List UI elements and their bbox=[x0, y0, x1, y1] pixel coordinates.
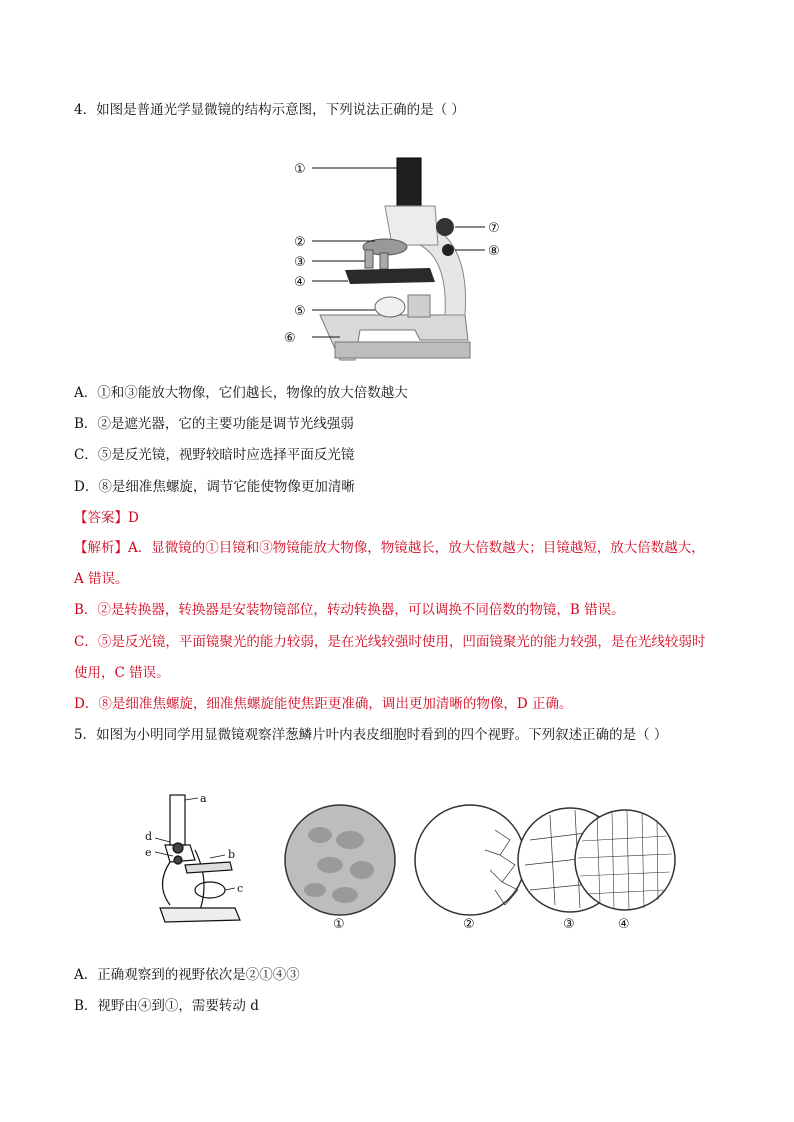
q4-analysis-4: C．⑤是反光镜，平面镜聚光的能力较弱，是在光线较强时使用，凹面镜聚光的能力较强，是在光线较弱时 bbox=[74, 634, 706, 650]
label-5: ⑤ bbox=[294, 304, 306, 319]
view-label-2: ② bbox=[463, 917, 475, 930]
scope-label-d: d bbox=[145, 830, 153, 843]
scope-label-e: e bbox=[145, 846, 152, 859]
scope-label-c: c bbox=[237, 882, 244, 895]
q4-analysis-6: D．⑧是细准焦螺旋，细准焦螺旋能使焦距更准确，调出更加清晰的物像，D 正确。 bbox=[74, 696, 573, 712]
q4-option-b: B．②是遮光器，它的主要功能是调节光线强弱 bbox=[74, 416, 354, 432]
label-3: ③ bbox=[294, 255, 306, 270]
label-1: ① bbox=[294, 162, 306, 177]
microscope-diagram bbox=[280, 150, 520, 365]
q5-option-b: B．视野由④到①，需要转动 d bbox=[74, 998, 259, 1014]
q4-option-c: C．⑤是反光镜，视野较暗时应选择平面反光镜 bbox=[74, 447, 355, 463]
question-4-text: 4．如图是普通光学显微镜的结构示意图，下列说法正确的是（ ） bbox=[74, 102, 465, 118]
view-label-3: ③ bbox=[563, 917, 575, 930]
q4-analysis-3: B．②是转换器，转换器是安装物镜部位，转动转换器，可以调换不同倍数的物镜，B 错误。 bbox=[74, 602, 625, 618]
scope-label-b: b bbox=[228, 848, 236, 861]
label-4: ④ bbox=[294, 275, 306, 290]
scope-label-a: a bbox=[200, 792, 207, 805]
view-label-4: ④ bbox=[618, 917, 630, 931]
q5-option-a: A．正确观察到的视野依次是②①④③ bbox=[74, 967, 300, 983]
q4-option-a: A．①和③能放大物像，它们越长，物像的放大倍数越大 bbox=[74, 385, 408, 401]
q4-answer: 【答案】D bbox=[74, 510, 139, 526]
label-8: ⑧ bbox=[488, 244, 500, 259]
view-label-1: ① bbox=[333, 917, 345, 930]
q4-analysis-2: A 错误。 bbox=[74, 571, 129, 587]
view-4-figure bbox=[572, 806, 682, 931]
label-2: ② bbox=[294, 235, 306, 250]
q4-option-d: D．⑧是细准焦螺旋，调节它能使物像更加清晰 bbox=[74, 479, 355, 495]
question-5-text: 5．如图为小明同学用显微镜观察洋葱鳞片叶内表皮细胞时看到的四个视野。下列叙述正确的是（ ） bbox=[74, 727, 668, 743]
label-6: ⑥ bbox=[284, 331, 296, 346]
q4-analysis-5: 使用，C 错误。 bbox=[74, 665, 170, 681]
label-7: ⑦ bbox=[488, 221, 500, 236]
q4-analysis-1: 【解析】A．显微镜的①目镜和③物镜能放大物像，物镜越长，放大倍数越大；目镜越短，放大倍数越大， bbox=[74, 540, 705, 556]
